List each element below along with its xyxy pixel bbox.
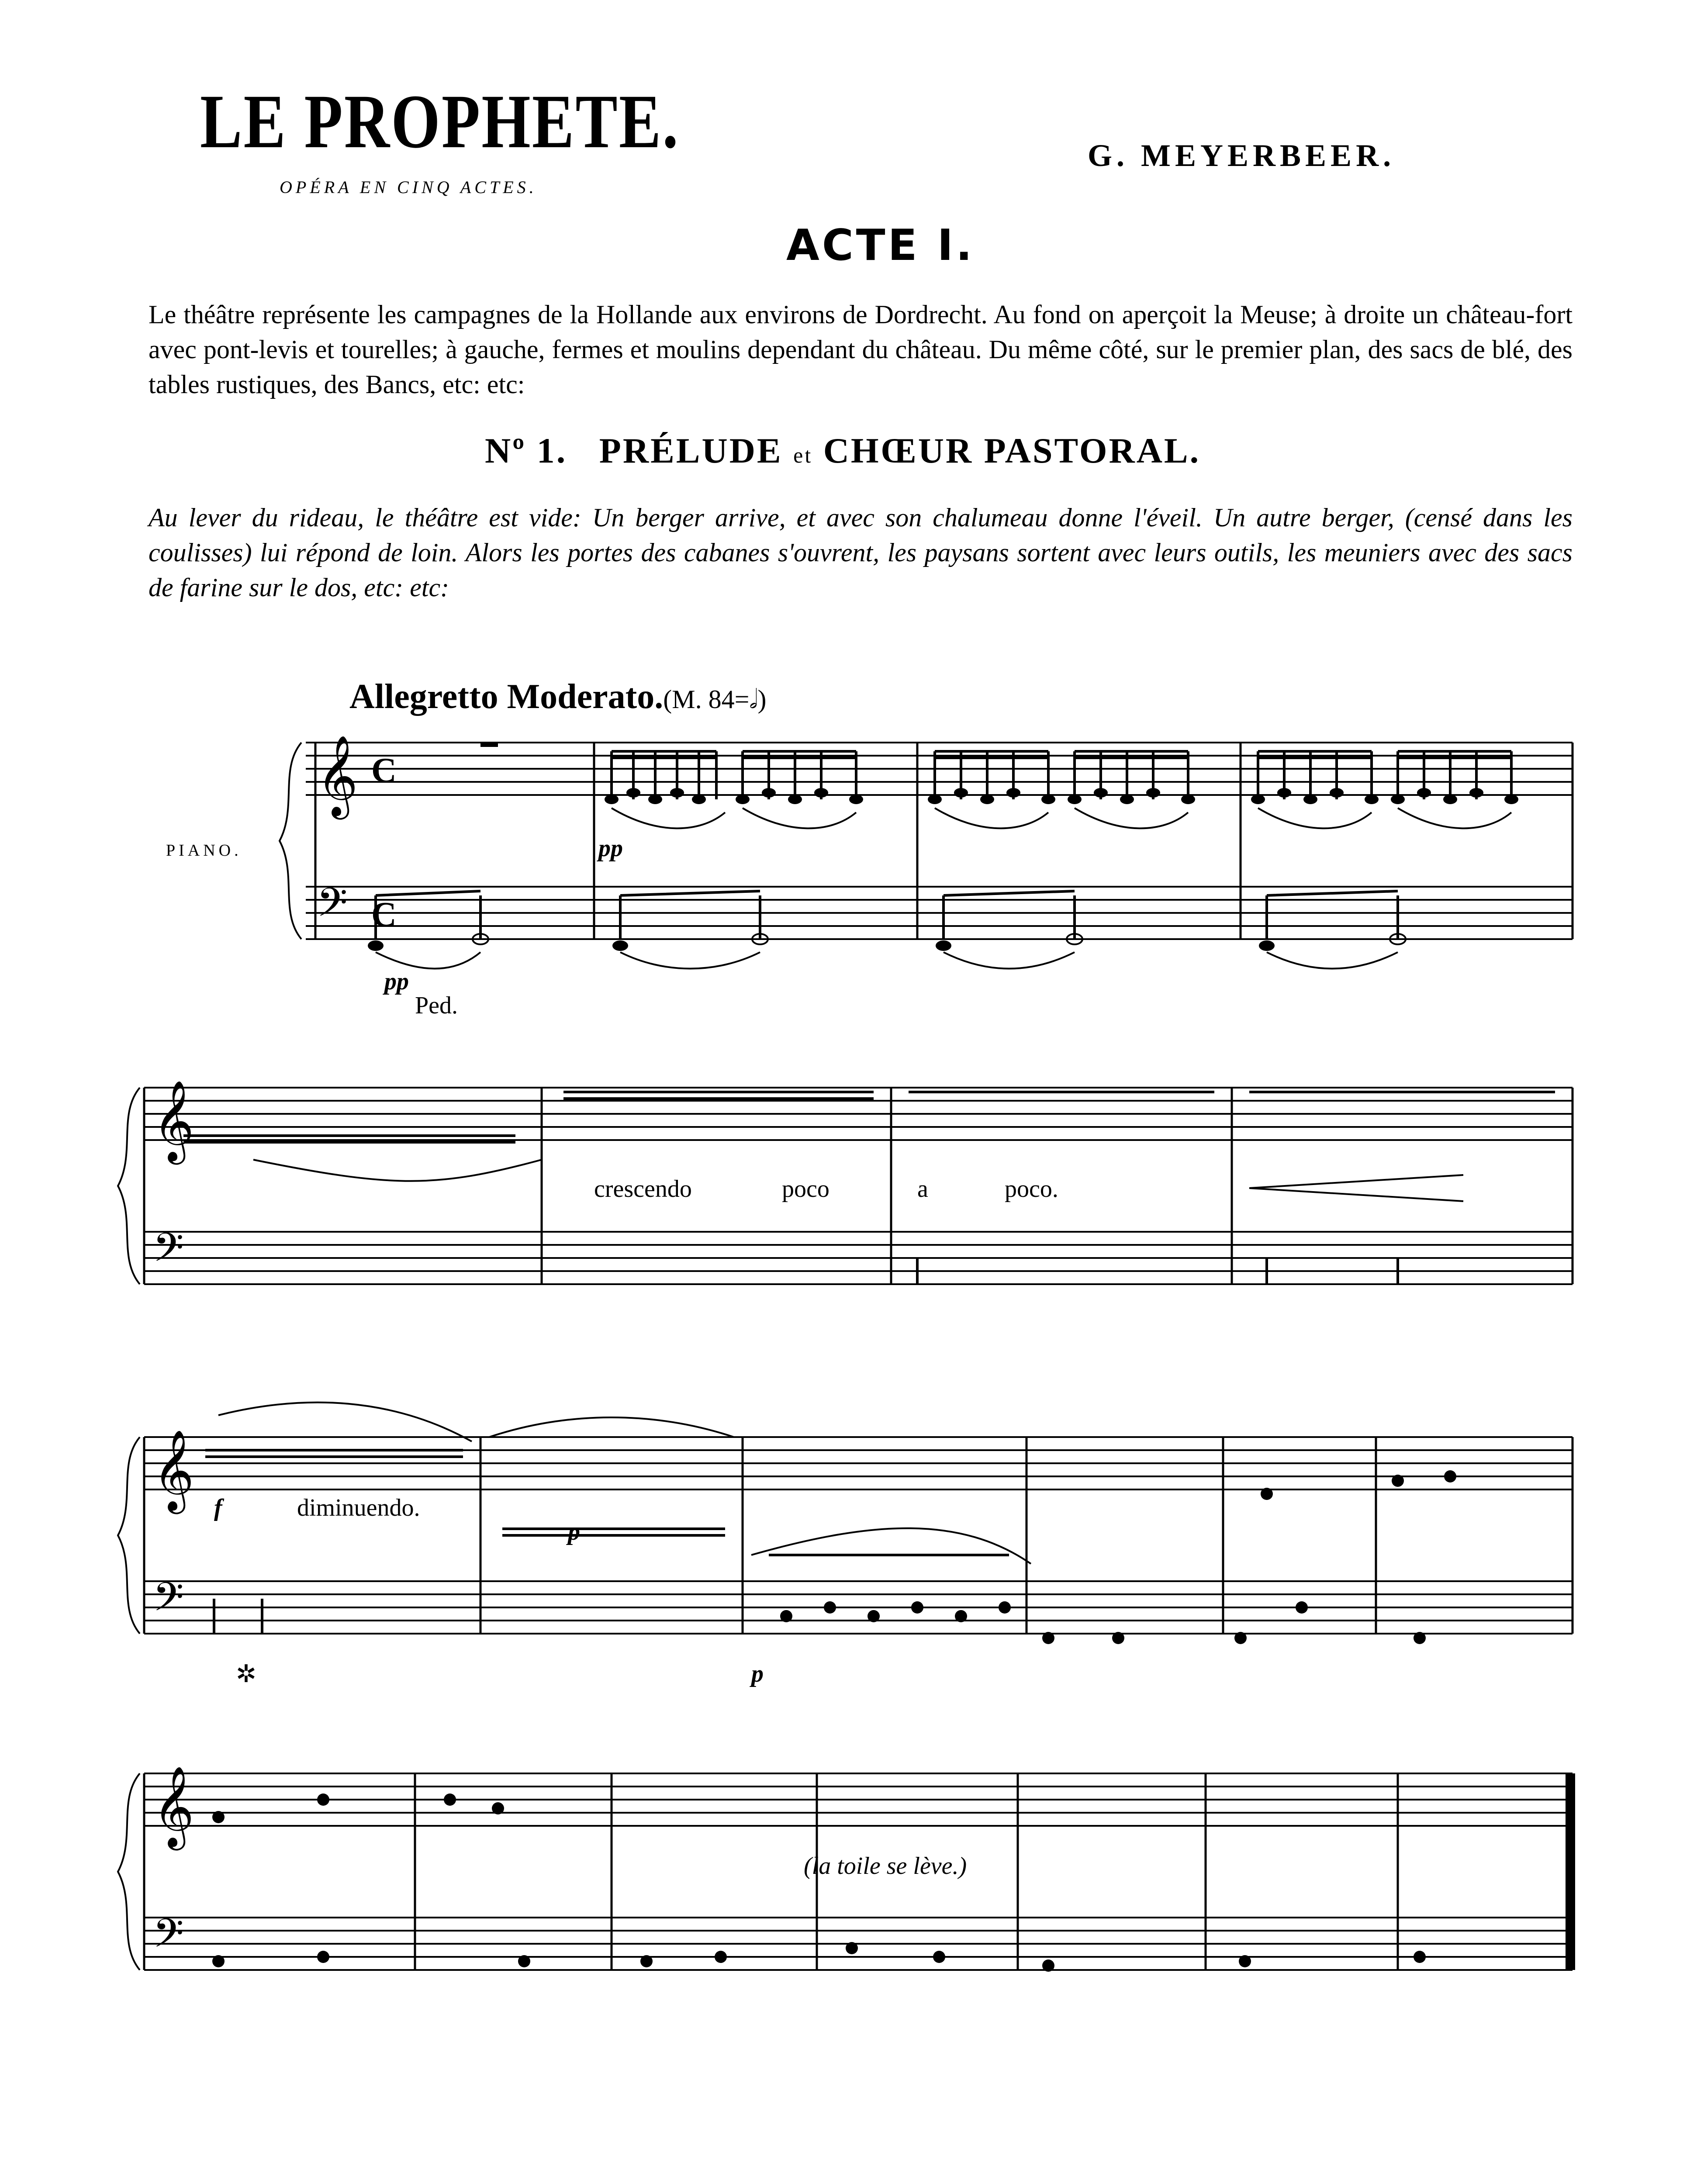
number-title-2: CHŒUR PASTORAL. — [823, 431, 1201, 470]
opera-subtitle: OPÉRA EN CINQ ACTES. — [280, 177, 537, 197]
pedal-mark: Ped. — [415, 992, 458, 1019]
svg-text:𝄞: 𝄞 — [317, 734, 358, 816]
a-mark: a — [917, 1175, 928, 1203]
curtain-rises-note: (la toile se lève.) — [804, 1852, 967, 1880]
dynamic-f: f — [214, 1494, 222, 1521]
poco-mark-2: poco. — [1005, 1175, 1058, 1203]
metronome-mark: (M. 84=𝅗𝅥) — [663, 685, 767, 714]
time-signatures — [371, 751, 397, 934]
svg-text:C: C — [371, 751, 397, 790]
dynamic-pp-bass: pp — [384, 968, 409, 995]
svg-text:𝄢: 𝄢 — [317, 879, 348, 935]
dynamic-pp-treble: pp — [598, 835, 623, 862]
poco-mark-1: poco — [782, 1175, 829, 1203]
svg-text:𝄞: 𝄞 — [153, 1765, 194, 1847]
svg-text:𝄞: 𝄞 — [153, 1429, 194, 1510]
svg-text:𝄢: 𝄢 — [153, 1574, 184, 1630]
crescendo-mark: crescendo — [594, 1175, 692, 1203]
svg-text:𝄢: 𝄢 — [153, 1224, 184, 1280]
staff-lines — [144, 743, 1573, 1970]
diminuendo-mark: diminuendo. — [297, 1494, 420, 1521]
svg-text:C: C — [371, 895, 397, 934]
number-title-1: PRÉLUDE — [599, 431, 783, 470]
instrument-label: PIANO. — [166, 841, 242, 860]
svg-text:𝄞: 𝄞 — [153, 1079, 194, 1161]
opera-title: LE PROPHETE. — [200, 79, 680, 164]
act-heading: ACTE I. — [786, 221, 975, 270]
stage-direction: Le théâtre représente les campagnes de la Hollande aux environs de Dordrecht. Au fond on aperçoit la Meuse; à droite un château-fort avec pont-levis et tourelles; à gauche, fermes et moulins dependant du château. Du même côté, sur le premier plan, des sacs de blé, des tables rustiques, des Bancs, etc: etc: — [149, 300, 1573, 399]
notes-system-1 — [368, 743, 1518, 951]
dynamic-p-bass: p — [751, 1660, 764, 1687]
dynamic-p-treble: p — [568, 1518, 580, 1545]
pedal-release-mark: ✲ — [236, 1661, 256, 1688]
number-connector: et — [793, 443, 813, 467]
tempo-text: Allegretto Moderato. — [349, 677, 664, 716]
action-description: Au lever du rideau, le théâtre est vide: Un berger arrive, et avec son chalumeau donne l'éveil. Un autre berger, (censé dans les coulisses) lui répond de loin. Alors les portes des cabanes s'ouvrent, les paysans sortent avec leurs outils, les meuniers avec des sacs de farine sur le dos, etc: etc: — [149, 503, 1573, 602]
notes-system-2-to-4 — [183, 1092, 1555, 1972]
composer-name: G. MEYERBEER. — [1088, 138, 1396, 173]
clefs — [153, 734, 358, 1966]
number-label: Nº 1. — [485, 431, 567, 470]
svg-text:𝄢: 𝄢 — [153, 1910, 184, 1966]
